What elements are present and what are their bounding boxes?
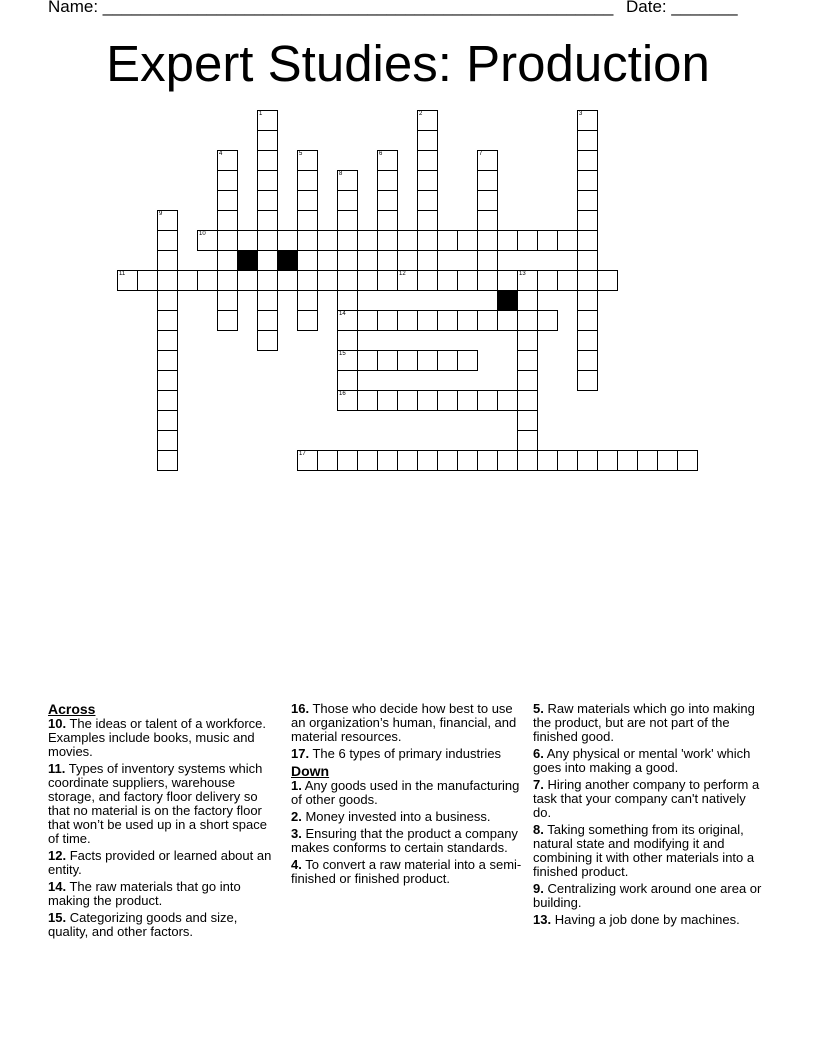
grid-cell[interactable] bbox=[657, 450, 678, 471]
grid-cell[interactable] bbox=[537, 450, 558, 471]
grid-cell[interactable] bbox=[477, 390, 498, 411]
grid-cell[interactable] bbox=[377, 350, 398, 371]
grid-cell[interactable] bbox=[377, 390, 398, 411]
grid-cell[interactable] bbox=[477, 270, 498, 291]
grid-cell[interactable] bbox=[257, 310, 278, 331]
grid-cell[interactable] bbox=[337, 270, 358, 291]
clue-down-1: 1. Any goods used in the manufacturing of other goods. bbox=[291, 778, 520, 807]
grid-cell[interactable] bbox=[577, 350, 598, 371]
grid-cell[interactable] bbox=[157, 410, 178, 431]
grid-cell[interactable] bbox=[497, 390, 518, 411]
grid-cell[interactable] bbox=[637, 450, 658, 471]
grid-cell[interactable] bbox=[457, 450, 478, 471]
clue-number: 16 bbox=[339, 391, 346, 397]
grid-cell[interactable] bbox=[437, 230, 458, 251]
grid-cell[interactable] bbox=[217, 270, 238, 291]
grid-cell[interactable] bbox=[337, 250, 358, 271]
grid-cell[interactable] bbox=[497, 310, 518, 331]
clue-column-3 bbox=[533, 702, 765, 930]
clue-across-10: 10. The ideas or talent of a workforce. Examples include books, music and movies. bbox=[48, 716, 267, 759]
grid-cell[interactable] bbox=[357, 390, 378, 411]
clue-across-14: 14. The raw materials that go into making the product. bbox=[48, 879, 241, 908]
clue-down-7: 7. Hiring another company to perform a task that your company can't natively do. bbox=[533, 777, 760, 820]
grid-cell[interactable] bbox=[157, 370, 178, 391]
grid-cell[interactable] bbox=[537, 230, 558, 251]
grid-cell[interactable] bbox=[617, 450, 638, 471]
grid-cell[interactable] bbox=[357, 350, 378, 371]
grid-cell[interactable] bbox=[217, 250, 238, 271]
grid-cell[interactable] bbox=[577, 170, 598, 191]
clue-number: 7 bbox=[479, 151, 483, 157]
clue-across-15: 15. Categorizing goods and size, quality, and other factors. bbox=[48, 910, 238, 939]
grid-cell[interactable] bbox=[357, 270, 378, 291]
grid-cell[interactable] bbox=[417, 270, 438, 291]
grid-cell[interactable] bbox=[577, 250, 598, 271]
grid-cell[interactable] bbox=[397, 230, 418, 251]
grid-cell[interactable] bbox=[257, 330, 278, 351]
clue-number: 15 bbox=[339, 351, 346, 357]
grid-cell[interactable] bbox=[377, 310, 398, 331]
grid-cell[interactable] bbox=[417, 310, 438, 331]
grid-cell[interactable] bbox=[517, 450, 538, 471]
grid-cell[interactable] bbox=[517, 330, 538, 351]
grid-cell[interactable] bbox=[377, 170, 398, 191]
grid-cell[interactable] bbox=[337, 230, 358, 251]
clue-number: 5 bbox=[299, 151, 303, 157]
grid-cell[interactable] bbox=[577, 270, 598, 291]
grid-cell[interactable] bbox=[457, 390, 478, 411]
name-field-label: Name: ______________________________________________________ bbox=[48, 0, 614, 16]
clue-down-5: 5. Raw materials which go into making the product, but are not part of the finished good. bbox=[533, 701, 755, 744]
grid-cell[interactable] bbox=[257, 130, 278, 151]
down-header: Down bbox=[291, 763, 330, 779]
clue-across-16: 16. Those who decide how best to use an organization’s human, financial, and material resources. bbox=[291, 701, 517, 744]
clue-number: 12 bbox=[399, 271, 406, 277]
grid-cell[interactable] bbox=[497, 270, 518, 291]
grid-cell[interactable] bbox=[217, 290, 238, 311]
grid-cell[interactable] bbox=[217, 230, 238, 251]
grid-cell[interactable] bbox=[157, 350, 178, 371]
clue-down-13: 13. Having a job done by machines. bbox=[533, 912, 740, 927]
grid-cell[interactable] bbox=[437, 270, 458, 291]
grid-cell[interactable] bbox=[237, 270, 258, 291]
grid-cell[interactable] bbox=[577, 330, 598, 351]
grid-cell[interactable] bbox=[257, 250, 278, 271]
grid-cell[interactable] bbox=[157, 390, 178, 411]
clue-number: 9 bbox=[159, 211, 163, 217]
grid-cell[interactable] bbox=[417, 450, 438, 471]
grid-cell[interactable] bbox=[257, 190, 278, 211]
grid-cell[interactable] bbox=[517, 370, 538, 391]
clue-number: 3 bbox=[579, 111, 583, 117]
grid-cell[interactable] bbox=[257, 210, 278, 231]
grid-cell[interactable] bbox=[157, 450, 178, 471]
grid-cell[interactable] bbox=[257, 290, 278, 311]
grid-cell[interactable] bbox=[257, 270, 278, 291]
grid-cell[interactable] bbox=[417, 390, 438, 411]
grid-cell[interactable] bbox=[357, 450, 378, 471]
clue-number: 10 bbox=[199, 231, 206, 237]
grid-cell[interactable] bbox=[477, 450, 498, 471]
grid-cell[interactable] bbox=[377, 190, 398, 211]
grid-cell[interactable] bbox=[397, 310, 418, 331]
grid-cell[interactable] bbox=[417, 210, 438, 231]
grid-cell[interactable] bbox=[377, 230, 398, 251]
grid-cell[interactable] bbox=[157, 250, 178, 271]
grid-cell[interactable] bbox=[497, 450, 518, 471]
grid-cell[interactable] bbox=[257, 230, 278, 251]
grid-cell[interactable] bbox=[157, 290, 178, 311]
clue-number: 11 bbox=[119, 271, 126, 277]
grid-cell[interactable] bbox=[537, 310, 558, 331]
clue-across-11: 11. Types of inventory systems which coordinate suppliers, warehouse storage, and factory floor delivery so that no material is on the factory floor that won’t be used up in a short space of time. bbox=[48, 761, 267, 846]
across-header: Across bbox=[48, 701, 96, 717]
grid-cell[interactable] bbox=[237, 230, 258, 251]
grid-cell[interactable] bbox=[217, 170, 238, 191]
grid-cell[interactable] bbox=[577, 190, 598, 211]
grid-cell[interactable] bbox=[337, 290, 358, 311]
grid-cell[interactable] bbox=[677, 450, 698, 471]
clue-number: 6 bbox=[379, 151, 383, 157]
grid-cell[interactable] bbox=[157, 270, 178, 291]
clue-across-12: 12. Facts provided or learned about an entity. bbox=[48, 848, 272, 877]
grid-cell[interactable] bbox=[517, 310, 538, 331]
grid-cell[interactable] bbox=[557, 230, 578, 251]
grid-block bbox=[237, 250, 258, 271]
grid-cell[interactable] bbox=[477, 190, 498, 211]
grid-cell[interactable] bbox=[457, 270, 478, 291]
grid-cell[interactable] bbox=[417, 150, 438, 171]
grid-cell[interactable] bbox=[297, 210, 318, 231]
grid-cell[interactable] bbox=[297, 270, 318, 291]
grid-cell[interactable] bbox=[357, 230, 378, 251]
grid-block bbox=[277, 250, 298, 271]
grid-cell[interactable] bbox=[437, 450, 458, 471]
clue-down-4: 4. To convert a raw material into a semi-finished or finished product. bbox=[291, 857, 522, 886]
grid-cell[interactable] bbox=[477, 210, 498, 231]
grid-cell[interactable] bbox=[557, 450, 578, 471]
clue-number: 1 bbox=[259, 111, 263, 117]
grid-cell[interactable] bbox=[337, 450, 358, 471]
clue-column-1 bbox=[48, 702, 280, 942]
grid-cell[interactable] bbox=[317, 450, 338, 471]
grid-cell[interactable] bbox=[577, 150, 598, 171]
grid-cell[interactable] bbox=[577, 450, 598, 471]
grid-cell[interactable] bbox=[197, 270, 218, 291]
grid-cell[interactable] bbox=[397, 350, 418, 371]
clue-number: 8 bbox=[339, 171, 343, 177]
clue-down-9: 9. Centralizing work around one area or building. bbox=[533, 881, 762, 910]
grid-cell[interactable] bbox=[297, 170, 318, 191]
grid-cell[interactable] bbox=[557, 270, 578, 291]
grid-cell[interactable] bbox=[417, 350, 438, 371]
grid-cell[interactable] bbox=[517, 410, 538, 431]
grid-cell[interactable] bbox=[517, 430, 538, 451]
grid-cell[interactable] bbox=[417, 230, 438, 251]
grid-cell[interactable] bbox=[157, 230, 178, 251]
grid-cell[interactable] bbox=[257, 150, 278, 171]
grid-cell[interactable] bbox=[217, 190, 238, 211]
grid-cell[interactable] bbox=[157, 330, 178, 351]
clue-down-8: 8. Taking something from its original, natural state and modifying it and combining it with other materials into a finished product. bbox=[533, 822, 755, 879]
grid-cell[interactable] bbox=[577, 370, 598, 391]
grid-cell[interactable] bbox=[377, 250, 398, 271]
grid-cell[interactable] bbox=[297, 190, 318, 211]
grid-cell[interactable] bbox=[157, 430, 178, 451]
grid-cell[interactable] bbox=[397, 390, 418, 411]
grid-cell[interactable] bbox=[417, 250, 438, 271]
grid-cell[interactable] bbox=[297, 250, 318, 271]
grid-cell[interactable] bbox=[577, 290, 598, 311]
clue-across-17: 17. The 6 types of primary industries bbox=[291, 746, 502, 761]
grid-cell[interactable] bbox=[517, 290, 538, 311]
clue-number: 14 bbox=[339, 311, 346, 317]
grid-cell[interactable] bbox=[577, 310, 598, 331]
grid-cell[interactable] bbox=[477, 170, 498, 191]
grid-cell[interactable] bbox=[577, 130, 598, 151]
grid-cell[interactable] bbox=[217, 310, 238, 331]
clue-number: 17 bbox=[299, 451, 306, 457]
grid-cell[interactable] bbox=[457, 230, 478, 251]
grid-cell[interactable] bbox=[377, 270, 398, 291]
grid-cell[interactable] bbox=[157, 310, 178, 331]
grid-cell[interactable] bbox=[577, 230, 598, 251]
clue-number: 4 bbox=[219, 151, 223, 157]
page-title: Expert Studies: Production bbox=[106, 35, 710, 92]
clue-number: 13 bbox=[519, 271, 526, 277]
grid-cell[interactable] bbox=[277, 270, 298, 291]
grid-cell[interactable] bbox=[517, 390, 538, 411]
grid-cell[interactable] bbox=[397, 450, 418, 471]
grid-cell[interactable] bbox=[417, 130, 438, 151]
grid-cell[interactable] bbox=[417, 190, 438, 211]
grid-cell[interactable] bbox=[437, 390, 458, 411]
grid-cell[interactable] bbox=[437, 310, 458, 331]
grid-cell[interactable] bbox=[477, 230, 498, 251]
grid-cell[interactable] bbox=[317, 230, 338, 251]
grid-cell[interactable] bbox=[177, 270, 198, 291]
grid-cell[interactable] bbox=[337, 370, 358, 391]
grid-cell[interactable] bbox=[297, 310, 318, 331]
grid-cell[interactable] bbox=[597, 450, 618, 471]
grid-cell[interactable] bbox=[517, 230, 538, 251]
grid-cell[interactable] bbox=[537, 270, 558, 291]
grid-cell[interactable] bbox=[517, 350, 538, 371]
grid-cell[interactable] bbox=[337, 190, 358, 211]
clue-down-3: 3. Ensuring that the product a company makes conforms to certain standards. bbox=[291, 826, 518, 855]
grid-cell[interactable] bbox=[597, 270, 618, 291]
clue-number: 2 bbox=[419, 111, 423, 117]
grid-block bbox=[497, 290, 518, 311]
grid-cell[interactable] bbox=[457, 350, 478, 371]
grid-cell[interactable] bbox=[457, 310, 478, 331]
clue-column-2 bbox=[291, 702, 523, 889]
grid-cell[interactable] bbox=[477, 250, 498, 271]
grid-cell[interactable] bbox=[497, 230, 518, 251]
grid-cell[interactable] bbox=[357, 250, 378, 271]
grid-cell[interactable] bbox=[297, 290, 318, 311]
grid-cell[interactable] bbox=[257, 170, 278, 191]
grid-cell[interactable] bbox=[357, 310, 378, 331]
grid-cell[interactable] bbox=[337, 210, 358, 231]
grid-cell[interactable] bbox=[437, 350, 458, 371]
grid-cell[interactable] bbox=[297, 230, 318, 251]
grid-cell[interactable] bbox=[317, 270, 338, 291]
grid-cell[interactable] bbox=[137, 270, 158, 291]
grid-cell[interactable] bbox=[217, 210, 238, 231]
grid-cell[interactable] bbox=[417, 170, 438, 191]
clue-down-6: 6. Any physical or mental 'work' which goes into making a good. bbox=[533, 746, 751, 775]
grid-cell[interactable] bbox=[277, 230, 298, 251]
grid-cell[interactable] bbox=[337, 330, 358, 351]
grid-cell[interactable] bbox=[577, 210, 598, 231]
clue-down-2: 2. Money invested into a business. bbox=[291, 809, 491, 824]
date-field-label: Date: _______ bbox=[626, 0, 738, 16]
grid-cell[interactable] bbox=[377, 210, 398, 231]
grid-cell[interactable] bbox=[477, 310, 498, 331]
crossword-grid bbox=[0, 0, 816, 480]
grid-cell[interactable] bbox=[377, 450, 398, 471]
